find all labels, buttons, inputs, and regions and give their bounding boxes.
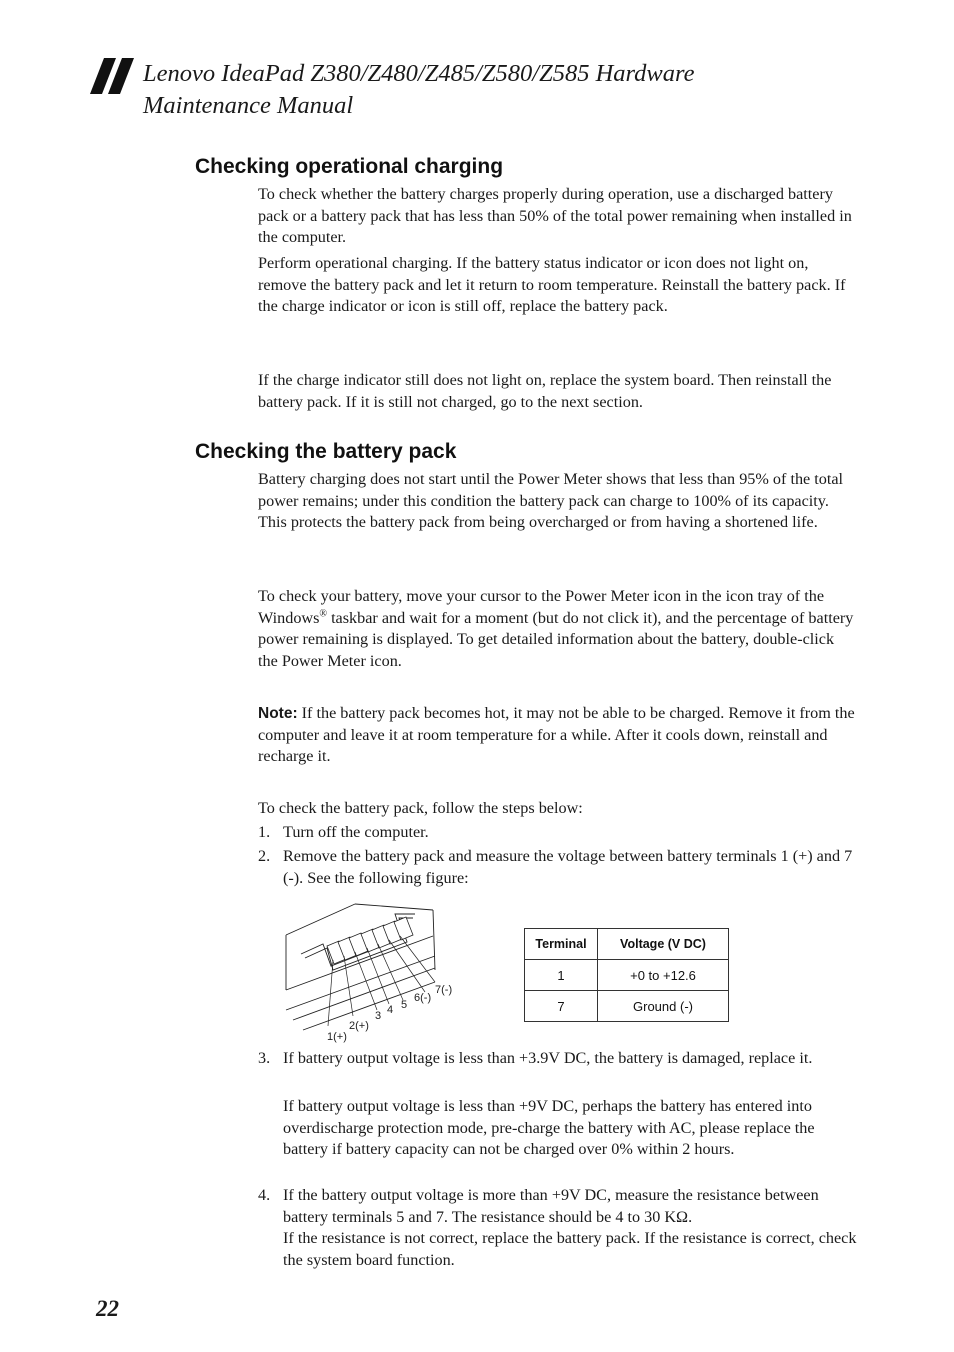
list-item-text: If the battery output voltage is more than +9V DC, measure the resistance between battery terminals 5 and 7. The resistance should be 4 to 30 KΩ. (283, 1186, 819, 1226)
table-cell: 1 (525, 960, 598, 991)
leader-line (400, 936, 435, 982)
paragraph: Battery charging does not start until the Power Meter shows that less than 95% of the total power remains; under this condition the battery pack can charge to 100% of its capacity. This protects the battery pack from being overcharged or from having a shortened life. (258, 470, 844, 532)
list-item-number: 4. (258, 1186, 271, 1204)
table-row (525, 991, 729, 1022)
terminal-label-3: 3 (375, 1010, 382, 1022)
list-item-text: Turn off the computer. (283, 823, 429, 841)
list-item-number: 3. (258, 1049, 271, 1067)
paragraph: If the charge indicator still does not light on, replace the system board. Then reinstall the battery pack. If it is still not charged, go to the next section. (258, 371, 832, 411)
table-cell: Ground (-) (598, 991, 729, 1022)
table-row (525, 960, 729, 991)
terminal-label-5: 5 (401, 999, 408, 1011)
terminal-label-2: 2(+) (349, 1020, 369, 1032)
note-text: If the battery pack becomes hot, it may not be able to be charged. Remove it from the computer and leave it at room temperature for a while. After it cools down, reinstall and recharge it. (258, 704, 855, 766)
registered-mark: ® (319, 608, 328, 620)
note-label: Note: (258, 705, 298, 722)
list-item-extra-text: If battery output voltage is less than +9V DC, perhaps the battery has entered into overdischarge protection mode, pre-charge the battery with AC, please replace the battery if battery capacity can not be charged over 0% within 2 hours. (283, 1097, 815, 1159)
page-number: 22 (96, 1296, 119, 1321)
paragraph: Perform operational charging. If the battery status indicator or icon does not light on, remove the battery pack and let it return to room temperature. Reinstall the battery pack. If the charge indicator or icon is still off, replace the battery pack. (258, 254, 846, 316)
figure-outline (286, 956, 435, 1010)
list-item-number: 1. (258, 823, 271, 841)
steps-intro: To check the battery pack, follow the steps below: (258, 799, 583, 817)
section-heading-battery-pack: Checking the battery pack (195, 440, 457, 463)
table-header-row (525, 929, 729, 960)
leader-line (378, 944, 403, 1000)
section-heading-operational-charging: Checking operational charging (195, 155, 504, 178)
paragraph (258, 586, 856, 673)
list-item-number: 2. (258, 847, 271, 865)
terminal-label-4: 4 (387, 1004, 394, 1016)
table-header-cell: Terminal (525, 929, 598, 960)
voltage-table (524, 928, 729, 1022)
terminal-label-7: 7(-) (435, 984, 453, 996)
table-cell: +0 to +12.6 (598, 960, 729, 991)
battery-terminal-figure (283, 900, 463, 1050)
terminal-label-6: 6(-) (414, 992, 432, 1004)
table-header-cell: Voltage (V DC) (598, 929, 729, 960)
document-title-line2: Maintenance Manual (143, 92, 354, 119)
list-item-text: Remove the battery pack and measure the voltage between battery terminals 1 (+) and 7 (-). See the following figure: (283, 847, 853, 887)
document-title (143, 58, 843, 122)
list-item-text: If battery output voltage is less than +3.9V DC, the battery is damaged, replace it. (283, 1049, 813, 1067)
figure-outline (433, 910, 435, 970)
leader-line (389, 940, 425, 992)
document-title-line1: Lenovo IdeaPad Z380/Z480/Z485/Z580/Z585 Hardware (143, 60, 695, 87)
paragraph: To check whether the battery charges properly during operation, use a discharged battery pack or a battery pack that has less than 50% of the total power remaining when installed in the computer. (258, 185, 852, 247)
list-item-extra-text: If the resistance is not correct, replace the battery pack. If the resistance is correct, check the system board function. (283, 1229, 857, 1269)
header-slash-mark (90, 58, 134, 94)
table-cell: 7 (525, 991, 598, 1022)
terminal-label-1: 1(+) (327, 1031, 347, 1043)
note-paragraph (258, 703, 856, 768)
figure-outline (286, 904, 355, 935)
paragraph-part: To check your battery, move your cursor to the Power Meter icon in the icon tray of the Windows (258, 587, 824, 627)
figure-outline (355, 904, 433, 910)
paragraph-part: taskbar and wait for a moment (but do not click it), and the percentage of battery power remaining is displayed. To get detailed information about the battery, double-click the Power Meter icon. (258, 608, 854, 671)
